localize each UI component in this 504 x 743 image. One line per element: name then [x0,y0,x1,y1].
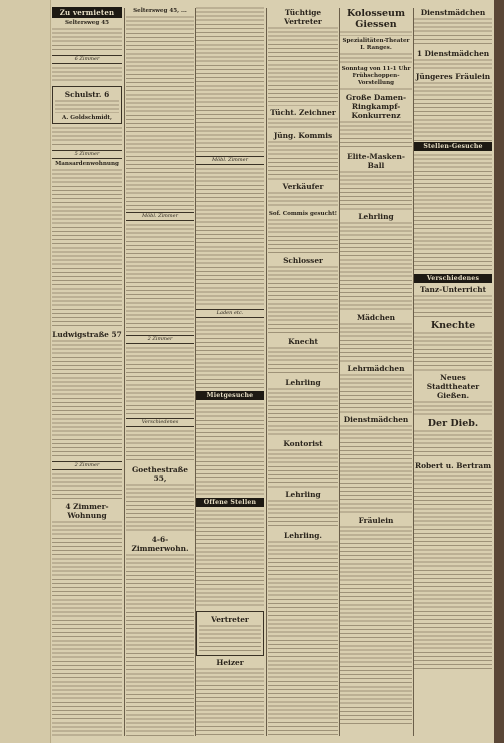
masthead: Kolosseum Giessen [346,8,406,30]
ad-text [268,140,338,180]
ad-text [414,17,492,47]
section-header-verschiedenes: Verschiedenes [414,274,492,283]
ad-text [414,153,492,273]
ad-text [340,373,412,413]
column-6 [414,6,492,738]
ad-text [268,499,338,529]
ad-text [268,26,338,106]
ad-text [268,191,338,209]
ad-title: Seltersweg 45, ... [133,8,187,14]
section-header-vermieten: Zu vermieten [52,7,122,18]
ad-title: 1 Dienstmädchen [416,49,490,58]
ad-text [414,400,492,416]
ad-text [340,525,412,725]
ad-text [268,540,338,738]
ad-text [414,294,492,318]
ad-title: Lehrmädchen [347,364,405,373]
column-rule [266,8,267,736]
section-header: Laden etc. [196,309,264,318]
ad-text [340,322,412,362]
page-margin [0,0,50,743]
section-header-mietgesuche: Mietgesuche [196,391,264,400]
ad-text [340,30,412,36]
ad-title: Fräulein [358,516,394,525]
ad-text [268,387,338,437]
ad-text [126,15,194,210]
ad-text [340,424,412,514]
ad-title: Seltersweg 45 [65,20,109,26]
ad-title: Sof. Commis gesucht! [268,211,338,217]
ad-text [55,99,119,113]
ad-title: Dienstmädchen [420,8,486,17]
ad-title: Schulstr. 6 [64,90,110,99]
ad-text [340,120,412,150]
ad-text [52,168,122,328]
ad-text [199,624,261,654]
ad-text [196,509,264,609]
column-4 [268,6,338,738]
ad-title: Tanz-Unterricht [419,285,487,294]
ad-text [52,520,122,738]
ad-title: Mädchen [356,313,396,322]
ad-title: Mansardenwohnung [55,161,119,167]
ad-text [196,167,264,307]
ad-text [126,429,194,463]
ad-text [52,472,122,500]
ad-title: Jüng. Kommis [273,131,333,140]
ad-text [340,52,412,64]
ad-title: Der Dieb. [427,418,479,429]
column-rule [124,8,125,736]
ad-title: Tüchtige Vertreter [284,8,322,26]
ad-text [196,402,264,497]
section-header: 2 Zimmer [52,461,122,470]
ad-title: Goethestraße 55, [131,465,188,483]
ad-title: Lehrling. [284,531,322,540]
ad-text [414,429,492,459]
ad-text [196,320,264,390]
ad-title: Vertreter [211,615,249,624]
ad-text [414,81,492,141]
ad-text [196,667,264,738]
column-3 [196,6,264,738]
book-binding [494,0,504,743]
ad-text [52,66,122,84]
ad-text [268,218,338,254]
ad-title: 4 Zimmer-Wohnung [65,502,109,520]
ad-title: Verkäufer [282,182,324,191]
ad-title: Große Damen-Ringkampf-Konkurrenz [345,93,407,120]
ad-text [126,483,194,533]
section-header: Möbl. Zimmer [126,212,194,221]
ad-title: Ludwigstraße 57 [52,330,122,339]
ad-text [52,27,122,53]
section-header-stellengesuche: Stellen-Gesuche [414,142,492,151]
ad-title: A. Goldschmidt, [62,115,112,121]
ad-title: Neues Stadttheater Gießen. [426,373,480,400]
column-1 [52,6,122,738]
sunday-line: Sonntag von 11-1 Uhr Frühschoppen-Vorstellung [341,66,411,86]
ad-title: Knechte [430,320,476,331]
ad-title: 4-6-Zimmerwohn. [131,535,189,553]
ad-text [268,448,338,488]
ad-title: Lehrling [358,212,394,221]
section-header: 5 Zimmer [52,150,122,159]
ad-box [196,611,264,656]
ad-text [340,87,412,91]
ad-title: Knecht [288,337,318,346]
column-2 [126,6,194,738]
ad-title: Jüngeres Fräulein [415,72,491,81]
ad-title: Lehrling [285,490,321,499]
ad-text [340,170,412,210]
ad-title: Elite-Masken-Ball [347,152,405,170]
ad-text [126,553,194,738]
section-header: Möbl. Zimmer [196,156,264,165]
ad-title: Lehrling [285,378,321,387]
subline: Spezialitäten-Theater I. Ranges. [342,38,410,51]
section-header-stellen: Offene Stellen [196,498,264,507]
ad-text [414,58,492,70]
ad-title: Dienstmädchen [343,415,409,424]
ad-text [126,223,194,333]
ad-text [52,339,122,459]
ad-title: Kontorist [283,439,323,448]
ad-text [268,265,338,335]
column-5 [340,6,412,738]
ad-text [414,331,492,371]
ad-title: Heizer [216,658,244,667]
section-header: 2 Zimmer [126,335,194,344]
ad-title: Robert u. Bertram [414,461,492,470]
ad-text [52,126,122,148]
ad-title: Tücht. Zeichner [270,108,336,117]
ad-text [268,117,338,129]
ad-text [414,470,492,670]
ad-text [196,6,264,154]
ad-text [340,221,412,311]
ad-box [52,86,122,124]
section-header: Verschiedenes [126,418,194,427]
ad-title: Schlosser [283,256,323,265]
section-header: 6 Zimmer [52,55,122,64]
ad-text [268,346,338,376]
ad-text [126,346,194,416]
